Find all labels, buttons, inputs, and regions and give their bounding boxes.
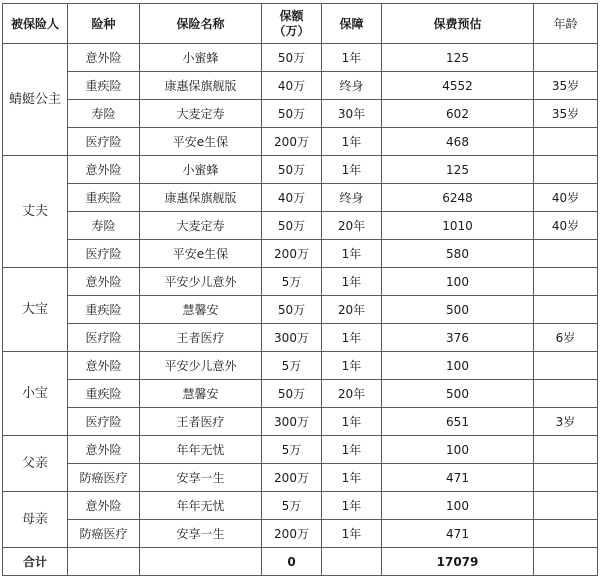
cell-premium: 100 (382, 268, 534, 296)
cell-amount: 5万 (262, 352, 322, 380)
cell-product: 平安少儿意外 (140, 352, 262, 380)
table-row (3, 128, 598, 156)
cell-premium: 500 (382, 296, 534, 324)
header-term: 保障 (322, 4, 382, 44)
cell-type: 重疾险 (68, 72, 140, 100)
cell-term: 1年 (322, 128, 382, 156)
cell-term: 20年 (322, 380, 382, 408)
cell-type: 意外险 (68, 268, 140, 296)
table-body (3, 44, 598, 548)
header-age: 年龄 (534, 4, 598, 44)
cell-term: 终身 (322, 184, 382, 212)
cell-premium: 500 (382, 380, 534, 408)
total-premium: 17079 (382, 548, 534, 576)
total-empty-cell (68, 548, 140, 576)
cell-type: 意外险 (68, 156, 140, 184)
cell-type: 意外险 (68, 44, 140, 72)
cell-type: 重疾险 (68, 184, 140, 212)
table-row (3, 240, 598, 268)
cell-insured: 母亲 (3, 492, 68, 548)
header-amount-line2: （万） (273, 23, 310, 38)
cell-premium: 471 (382, 464, 534, 492)
cell-amount: 300万 (262, 408, 322, 436)
cell-product: 大麦定寿 (140, 212, 262, 240)
header-row (3, 4, 598, 44)
cell-product: 安享一生 (140, 520, 262, 548)
cell-type: 重疾险 (68, 296, 140, 324)
total-row (3, 548, 598, 576)
cell-amount: 50万 (262, 156, 322, 184)
cell-age (534, 156, 598, 184)
cell-age: 40岁 (534, 212, 598, 240)
cell-age: 40岁 (534, 184, 598, 212)
total-empty-cell (534, 548, 598, 576)
cell-age (534, 240, 598, 268)
cell-amount: 200万 (262, 128, 322, 156)
cell-premium: 100 (382, 352, 534, 380)
cell-type: 寿险 (68, 212, 140, 240)
cell-type: 意外险 (68, 492, 140, 520)
table-row (3, 212, 598, 240)
cell-type: 重疾险 (68, 380, 140, 408)
cell-age (534, 492, 598, 520)
cell-age (534, 520, 598, 548)
cell-product: 小蜜蜂 (140, 44, 262, 72)
cell-term: 1年 (322, 156, 382, 184)
table-row (3, 100, 598, 128)
cell-age (534, 44, 598, 72)
cell-type: 意外险 (68, 352, 140, 380)
cell-term: 1年 (322, 492, 382, 520)
cell-product: 慧馨安 (140, 296, 262, 324)
cell-type: 医疗险 (68, 128, 140, 156)
cell-amount: 50万 (262, 296, 322, 324)
cell-premium: 471 (382, 520, 534, 548)
cell-premium: 1010 (382, 212, 534, 240)
cell-product: 年年无忧 (140, 436, 262, 464)
cell-age (534, 464, 598, 492)
cell-premium: 100 (382, 436, 534, 464)
cell-term: 1年 (322, 268, 382, 296)
cell-term: 1年 (322, 464, 382, 492)
header-product: 保险名称 (140, 4, 262, 44)
cell-insured: 蜻蜓公主 (3, 44, 68, 156)
cell-amount: 50万 (262, 100, 322, 128)
header-amount-line1: 保额 (279, 8, 304, 23)
table-row (3, 352, 598, 380)
cell-type: 意外险 (68, 436, 140, 464)
cell-product: 安享一生 (140, 464, 262, 492)
cell-term: 1年 (322, 240, 382, 268)
cell-premium: 6248 (382, 184, 534, 212)
cell-type: 医疗险 (68, 408, 140, 436)
cell-amount: 50万 (262, 212, 322, 240)
cell-age (534, 268, 598, 296)
cell-term: 20年 (322, 296, 382, 324)
cell-premium: 125 (382, 156, 534, 184)
cell-amount: 200万 (262, 464, 322, 492)
cell-type: 医疗险 (68, 240, 140, 268)
cell-premium: 376 (382, 324, 534, 352)
insurance-plan-table (2, 3, 598, 576)
cell-term: 1年 (322, 352, 382, 380)
cell-term: 1年 (322, 436, 382, 464)
cell-term: 1年 (322, 520, 382, 548)
cell-amount: 50万 (262, 380, 322, 408)
total-empty-cell (322, 548, 382, 576)
cell-age: 35岁 (534, 100, 598, 128)
cell-amount: 300万 (262, 324, 322, 352)
cell-age: 3岁 (534, 408, 598, 436)
cell-term: 终身 (322, 72, 382, 100)
cell-type: 防癌医疗 (68, 464, 140, 492)
cell-product: 平安e生保 (140, 128, 262, 156)
cell-type: 防癌医疗 (68, 520, 140, 548)
cell-product: 康惠保旗舰版 (140, 72, 262, 100)
cell-insured: 父亲 (3, 436, 68, 492)
table-row (3, 380, 598, 408)
cell-premium: 125 (382, 44, 534, 72)
cell-product: 王者医疗 (140, 408, 262, 436)
cell-age: 6岁 (534, 324, 598, 352)
cell-term: 30年 (322, 100, 382, 128)
cell-premium: 100 (382, 492, 534, 520)
total-label: 合计 (3, 548, 68, 576)
cell-age (534, 296, 598, 324)
header-amount (262, 4, 322, 44)
cell-age (534, 380, 598, 408)
cell-amount: 50万 (262, 44, 322, 72)
table-row (3, 436, 598, 464)
table-row (3, 184, 598, 212)
cell-age (534, 128, 598, 156)
header-premium: 保费预估 (382, 4, 534, 44)
cell-product: 平安e生保 (140, 240, 262, 268)
table-row (3, 408, 598, 436)
cell-product: 王者医疗 (140, 324, 262, 352)
cell-product: 慧馨安 (140, 380, 262, 408)
table-row (3, 72, 598, 100)
total-empty-cell (140, 548, 262, 576)
cell-premium: 651 (382, 408, 534, 436)
cell-type: 医疗险 (68, 324, 140, 352)
cell-amount: 200万 (262, 520, 322, 548)
cell-insured: 小宝 (3, 352, 68, 436)
cell-premium: 580 (382, 240, 534, 268)
cell-term: 1年 (322, 44, 382, 72)
cell-product: 平安少儿意外 (140, 268, 262, 296)
cell-premium: 468 (382, 128, 534, 156)
cell-insured: 丈夫 (3, 156, 68, 268)
table-row (3, 268, 598, 296)
cell-product: 年年无忧 (140, 492, 262, 520)
cell-amount: 5万 (262, 268, 322, 296)
table-row (3, 44, 598, 72)
table-row (3, 520, 598, 548)
total-amount: 0 (262, 548, 322, 576)
cell-age (534, 436, 598, 464)
cell-amount: 5万 (262, 436, 322, 464)
cell-amount: 5万 (262, 492, 322, 520)
cell-term: 1年 (322, 324, 382, 352)
table-row (3, 492, 598, 520)
cell-premium: 4552 (382, 72, 534, 100)
cell-amount: 40万 (262, 184, 322, 212)
cell-premium: 602 (382, 100, 534, 128)
cell-product: 康惠保旗舰版 (140, 184, 262, 212)
table-row (3, 324, 598, 352)
table-row (3, 296, 598, 324)
cell-amount: 40万 (262, 72, 322, 100)
cell-term: 20年 (322, 212, 382, 240)
cell-age (534, 352, 598, 380)
table-row (3, 156, 598, 184)
cell-type: 寿险 (68, 100, 140, 128)
cell-product: 小蜜蜂 (140, 156, 262, 184)
cell-insured: 大宝 (3, 268, 68, 352)
header-type: 险种 (68, 4, 140, 44)
cell-amount: 200万 (262, 240, 322, 268)
cell-age: 35岁 (534, 72, 598, 100)
table-row (3, 464, 598, 492)
cell-term: 1年 (322, 408, 382, 436)
header-insured: 被保险人 (3, 4, 68, 44)
cell-product: 大麦定寿 (140, 100, 262, 128)
